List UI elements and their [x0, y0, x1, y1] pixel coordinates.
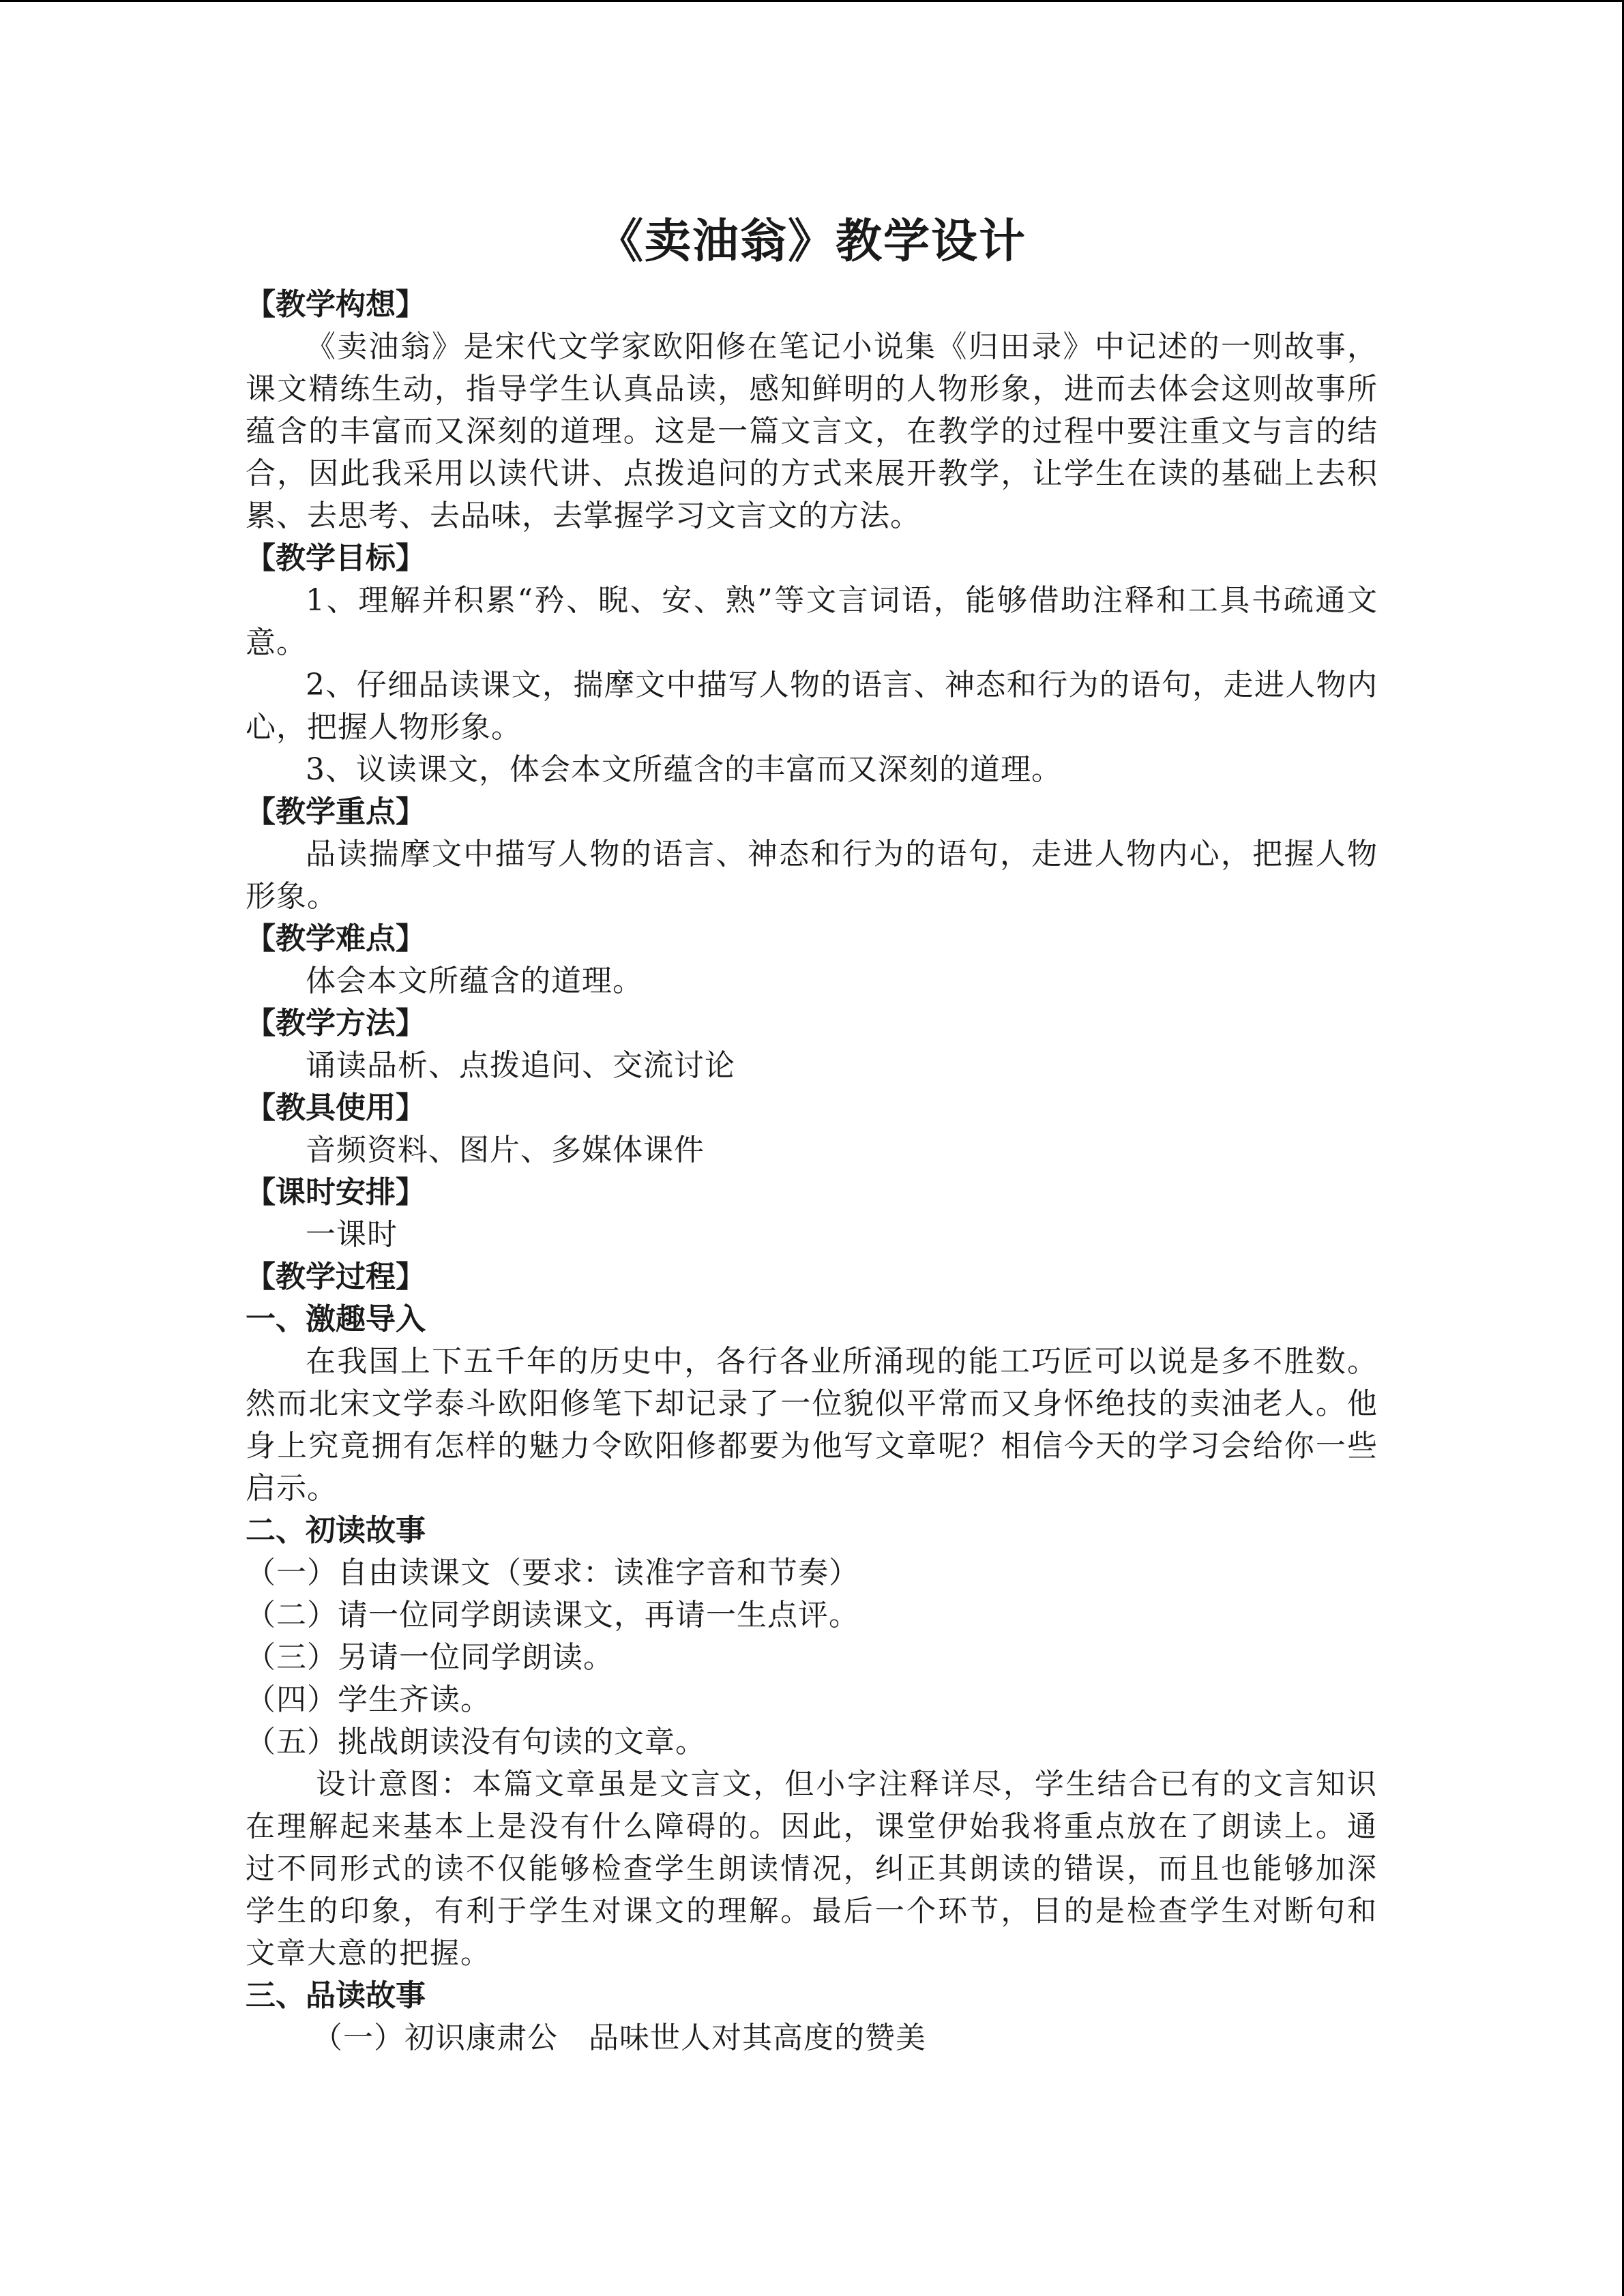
- document-title: 《卖油翁》教学设计: [596, 215, 1027, 269]
- process-part1-heading: 一、激趣导入: [246, 1302, 426, 1337]
- section-heading-key-points: 【教学重点】: [246, 794, 426, 829]
- process-part3-sub1: （一）初识康肃公 品味世人对其高度的赞美: [312, 2021, 926, 2055]
- goal-item-3: 3、议读课文，体会本文所蕴含的丰富而又深刻的道理。: [306, 752, 1062, 787]
- goal-item-1: 1、理解并积累“矜、睨、安、熟”等文言词语，能够借助注释和工具书疏通文意。: [246, 583, 1378, 660]
- difficulties-paragraph: 体会本文所蕴含的道理。: [306, 964, 643, 998]
- section-heading-schedule: 【课时安排】: [246, 1175, 426, 1210]
- process-part2-item-3: （三）另请一位同学朗读。: [246, 1640, 614, 1675]
- section-heading-difficulties: 【教学难点】: [246, 921, 426, 956]
- section-heading-tools: 【教具使用】: [246, 1090, 426, 1125]
- process-part2-item-5: （五）挑战朗读没有句读的文章。: [246, 1725, 706, 1759]
- process-part1-paragraph: 在我国上下五千年的历史中，各行各业所涌现的能工巧匠可以说是多不胜数。然而北宋文学泰斗欧阳修笔下却记录了一位貌似平常而又身怀绝技的卖油老人。他身上究竟拥有怎样的魅力令欧阳修都要为他写文章呢？相信今天的学习会给你一些启示。: [246, 1344, 1378, 1506]
- section-heading-concept: 【教学构想】: [246, 287, 426, 322]
- process-part2-item-4: （四）学生齐读。: [246, 1682, 491, 1717]
- process-part2-item-2: （二）请一位同学朗读课文，再请一生点评。: [246, 1598, 859, 1632]
- tools-paragraph: 音频资料、图片、多媒体课件: [306, 1133, 705, 1167]
- page-border-top: [0, 0, 1624, 2]
- methods-paragraph: 诵读品析、点拨追问、交流讨论: [306, 1048, 735, 1083]
- process-part2-heading: 二、初读故事: [246, 1513, 426, 1548]
- section-heading-methods: 【教学方法】: [246, 1006, 426, 1041]
- document-body: [246, 205, 1378, 2059]
- goal-item-2: 2、仔细品读课文，揣摩文中描写人物的语言、神态和行为的语句，走进人物内心，把握人物形象。: [246, 668, 1378, 745]
- section-heading-process: 【教学过程】: [246, 1259, 426, 1294]
- key-points-paragraph: 品读揣摩文中描写人物的语言、神态和行为的语句，走进人物内心，把握人物形象。: [246, 837, 1378, 914]
- schedule-paragraph: 一课时: [306, 1217, 398, 1252]
- section-heading-goals: 【教学目标】: [246, 541, 426, 576]
- design-intent-paragraph: 设计意图：本篇文章虽是文言文，但小字注释详尽，学生结合已有的文言知识在理解起来基本上是没有什么障碍的。因此，课堂伊始我将重点放在了朗读上。通过不同形式的读不仅能够检查学生朗读情况，纠正其朗读的错误，而且也能够加深学生的印象，有利于学生对课文的理解。最后一个环节，目的是检查学生对断句和文章大意的把握。: [246, 1768, 1378, 1971]
- concept-paragraph: 《卖油翁》是宋代文学家欧阳修在笔记小说集《归田录》中记述的一则故事， 课文精练生动，指导学生认真品读，感知鲜明的人物形象，进而去体会这则故事所蕴含的丰富而又深刻的道理。这是一篇文言文，在教学的过程中要注重文与言的结合，因此我采用以读代讲、点拨追问的方式来展开教学，让学生在读的基础上去积累、去思考、去品味，去掌握学习文言文的方法。: [246, 329, 1378, 533]
- process-part3-heading: 三、品读故事: [246, 1978, 426, 2013]
- process-part2-item-1: （一）自由读课文（要求：读准字音和节奏）: [246, 1555, 859, 1590]
